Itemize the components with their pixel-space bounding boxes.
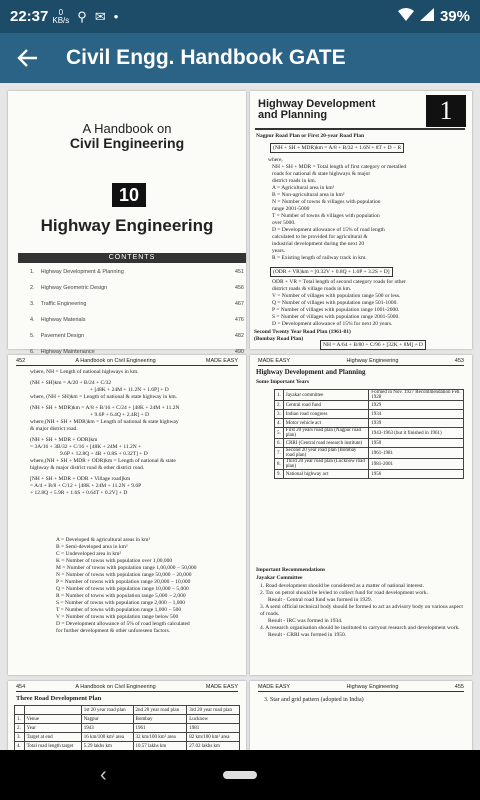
subject-label: Civil Engineering xyxy=(69,135,185,151)
pdf-page-454 xyxy=(8,681,246,761)
pdf-page-453 xyxy=(250,355,472,675)
table-row: 4. Total road length target 5.29 lakhs km 10.57 lakhs km 27.02 lakhs km xyxy=(15,742,240,751)
table-row: 3. Indian road congress 1934 xyxy=(275,410,464,419)
handbook-label: A Handbook on xyxy=(82,121,172,136)
pdf-page-451 xyxy=(250,91,472,349)
table-row: 2. Central road fund 1929 xyxy=(275,401,464,410)
years-table xyxy=(274,389,464,479)
nav-home-pill[interactable] xyxy=(223,771,257,779)
pdf-page-455 xyxy=(250,681,472,761)
network-speed: 0 KB/s xyxy=(52,7,70,25)
formula-1: (NH + SH + MDR)km = A/8 + B/32 + 1.6N + 8T + D − R xyxy=(270,143,404,153)
table-row: 1. Venue Nagpur Bombay Lucknow xyxy=(15,715,240,724)
recommendations: 1. Road development should be considered as a matter of national interest. 2. Tax on petrol should be levied to collect fund for road development work. Result - Central road fund was formed in 1929. 3. A semi official technical body should be formed to act as advisory body on various aspect of roads. Result - IRC was formed in 1934. 4. A research organisation should be instituted to carryout research and development work. Result - CRRI was formed in 1950. xyxy=(260,583,463,638)
list-item: 3. Star and grid pattern (adopted in India) xyxy=(264,697,364,703)
page-header: 454 A Handbook on Civil Engineering MADE EASY xyxy=(16,684,238,690)
where-label: where, xyxy=(268,157,283,163)
app-title: Civil Engg. Handbook GATE xyxy=(66,46,346,69)
toc-item: 5. Pavement Design 482 xyxy=(30,333,244,339)
table-row: 7. Second 20 year road plan (Bombay road plan) 1961-1981 xyxy=(275,448,464,459)
toc-item: 4. Highway Materials 476 xyxy=(30,317,244,323)
section-title: Second Twenty Year Road Plan (1961-81) (Bombay Road Plan) xyxy=(254,329,351,342)
battery-percent: 39% xyxy=(439,8,470,25)
nav-back-icon[interactable]: ‹ xyxy=(100,763,107,786)
toc-item: 2. Highway Geometric Design 456 xyxy=(30,285,244,291)
table-row: 4. Motor vehicle act 1939 xyxy=(275,419,464,428)
chapter-title: Highway Engineering xyxy=(40,216,214,235)
pdf-viewer[interactable] xyxy=(0,83,480,750)
definitions-2: ODR + VR = Total length of second category roads for other district roads & village roads in km. V = Number of villages with population range 500 or less. Q = Number of villages with population range 501-1000. P = Number of villages with population range 1001-2000. S = Number of villages with population range 2001-5000. D = Development allowance of 15% for next 20 years. xyxy=(272,279,406,327)
chapter-section-number: 1 xyxy=(426,95,466,127)
page-header: MADE EASY Highway Engineering 455 xyxy=(258,684,464,690)
page-header: 452 A Handbook on Civil Engineering MADE EASY xyxy=(16,358,238,364)
toc-item: 1. Highway Development & Planning 451 xyxy=(30,269,244,275)
formula-2: (ODR + VR)km = [0.32V + 0.8Q + 1.6P + 3.2S + D] xyxy=(270,267,393,277)
status-time: 22:37 xyxy=(10,8,49,25)
formula-block: where, NH = Length of national highways in km. (NH + SH)km = A/20 + B/24 + C/32 + [48K + 24M + 11.2N + 1.6P] + D where, (NH + SH)km = Length of national & state highway in km. (NH + SH + MDR)km = A/8 + B/16 + C/24 + [48K + 24M + 11.2N + 9.6P + 6.4Q + 2.4R] + D where,(NH + SH + MDR)km = Length of national & state highway & major district road. (NH + SH + MDR + ODR)km = 3A/16 + 3B/32 + C/16 + [48K + 24M + 11.2N + 9.6P + 12.8Q + 4R + 0.8S + 0.32T] + D where,(NH + SH + MDR + ODR)km = Length of national & state highway & major district road & other district road. [NH + SH + MDR + ODR + Village road]km = A/4 + B/8 + C/12 + [48K + 24M + 11.2N + 9.6P + 12.8Q + 5.9R + 1.6S + 0.64T + 0.2V] + D xyxy=(30,369,180,496)
usb-icon: ⚲ xyxy=(77,8,87,24)
pdf-page-452 xyxy=(8,355,246,675)
system-nav-bar xyxy=(0,750,480,800)
section-title: Nagpur Road Plan or First 20-year Road Plan xyxy=(256,133,365,139)
page-heading: Highway Development and Planning xyxy=(258,98,376,121)
status-bar xyxy=(0,0,480,33)
table-of-contents xyxy=(30,269,244,365)
subsection-title: Jayakar Committee xyxy=(256,575,303,581)
table-row: 8. Third 20 year road plan (Lucknow road plan) 1981-2001 xyxy=(275,459,464,470)
table-row: 3. Target at end 16 km/100 km² area 32 km/100 km² area 82 km/100 km² area xyxy=(15,733,240,742)
back-arrow-icon[interactable] xyxy=(0,33,56,83)
road-plan-table xyxy=(14,705,240,751)
table-row: 2. Year 1943 1961 1981 xyxy=(15,724,240,733)
divider xyxy=(255,128,465,130)
definitions-1: NH + SH + MDR = Total length of first category or metalled roads for national & state highways & major district roads in km. A = Agricultural area in km² B = Non-agricultural area in km² N = Number of towns & villages with population range 2001-5000 T = Number of towns & villages with population over 5000. D = Development allowance of 15% of road length calculated to be provided for agricultural & industrial development during the next 20 years. R = Existing length of railway track in km. xyxy=(272,164,407,261)
formula-3: NH = A/64 + B/80 + C/96 + [32K + 8M] + D xyxy=(320,340,426,350)
section-title: Three Road Development Plan xyxy=(16,695,102,702)
contents-bar: CONTENTS xyxy=(18,253,246,263)
toc-item: 6. Highway Maintenance 490 xyxy=(30,349,244,355)
page-header: MADE EASY Highway Engineering 453 xyxy=(258,358,464,364)
table-row: 6. CRRI (Central road research institute) 1950 xyxy=(275,439,464,448)
chapter-number: 10 xyxy=(112,183,146,207)
notification-dot-icon: • xyxy=(113,9,119,24)
signal-icon xyxy=(420,8,434,25)
page-title: Highway Development and Planning xyxy=(256,368,366,376)
email-icon: ✉ xyxy=(94,8,106,24)
pdf-page-cover xyxy=(8,91,246,355)
section-title: Important Recommendations xyxy=(256,567,326,573)
definitions: A = Developed & agricultural areas in km² B = Semi-developed area in km² C = Undeveloped area in km² K = Number of towns with population over 1,00,000 M = Number of towns with population range 1,00,000 − 50,000 N = Number of towns with population range 50,000 − 20,000 P = Number of towns with population range 20,000 − 10,000 Q = Number of towns with population range 10,000 − 5,000 R = Number of towns with population range 5,000 − 2,000 S = Number of towns with population range 2,000 − 1,000 T = Number of towns with population range 1,000 − 500 V = Number of towns with population range below 500 D = Development allowance of 5% of road length calculated for further development & other unforeseen factors. xyxy=(56,537,197,634)
app-bar xyxy=(0,33,480,83)
table-row: 5. First 20 years road plan (Nagpur road plan) 1943-1963 (but it finished in 1961) xyxy=(275,428,464,439)
table-row: 9. National highway act 1956 xyxy=(275,470,464,479)
table-row: 1st 20 year road plan 2nd 20 year road plan 3rd 20 year road plan xyxy=(15,706,240,715)
wifi-icon xyxy=(398,8,414,25)
toc-item: 3. Traffic Engineering 467 xyxy=(30,301,244,307)
table-row: 1. Jayakar committee Formed in Nov. 1927 Recommendation Feb. 1928 xyxy=(275,390,464,401)
section-title: Some Important Years xyxy=(256,379,309,385)
